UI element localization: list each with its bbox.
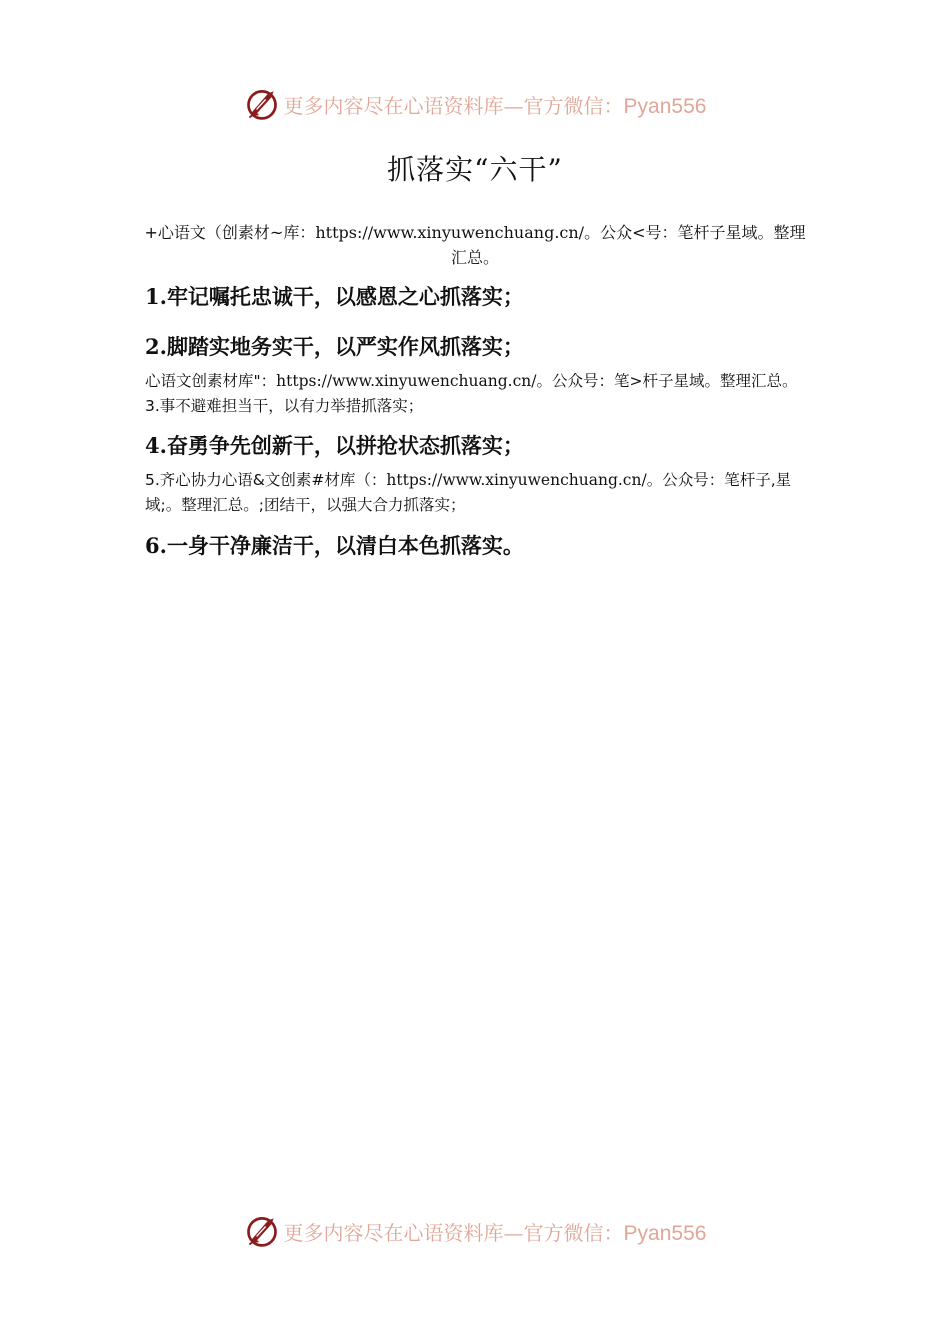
body-paragraph-2: 5.齐心协力心语&文创素#材库（：https://www.xinyuwenchuang.cn/。公众号：笔杆子,星域;。整理汇总。;团结干，以强大合力抓落实； xyxy=(145,471,792,514)
banner-text: 更多内容尽在心语资料库—官方微信：Pyan556 xyxy=(283,93,707,118)
quill-pen-icon xyxy=(244,1213,280,1249)
intro-paragraph: +心语文（创素材~库：https://www.xinyuwenchuang.cn/。公众<号：笔杆子星域。整理汇总。 xyxy=(144,223,806,267)
header-banner xyxy=(0,82,950,126)
quill-pen-icon xyxy=(244,86,280,122)
section-heading-6: 6.一身干净廉洁干，以清白本色抓落实。 xyxy=(145,533,524,558)
section-heading-2: 2.脚踏实地务实干，以严实作风抓落实； xyxy=(145,334,524,359)
section-heading-1: 1.牢记嘱托忠诚干，以感恩之心抓落实； xyxy=(145,284,524,309)
page-title: 抓落实“六干” xyxy=(387,153,563,186)
footer-banner xyxy=(0,1209,950,1253)
section-heading-4: 4.奋勇争先创新干，以拼抢状态抓落实； xyxy=(145,433,524,458)
banner-text: 更多内容尽在心语资料库—官方微信：Pyan556 xyxy=(283,1220,707,1245)
body-paragraph-1: 心语文创素材库"：https://www.xinyuwenchuang.cn/。公众号：笔>杆子星域。整理汇总。3.事不避难担当干，以有力举措抓落实； xyxy=(145,372,798,415)
